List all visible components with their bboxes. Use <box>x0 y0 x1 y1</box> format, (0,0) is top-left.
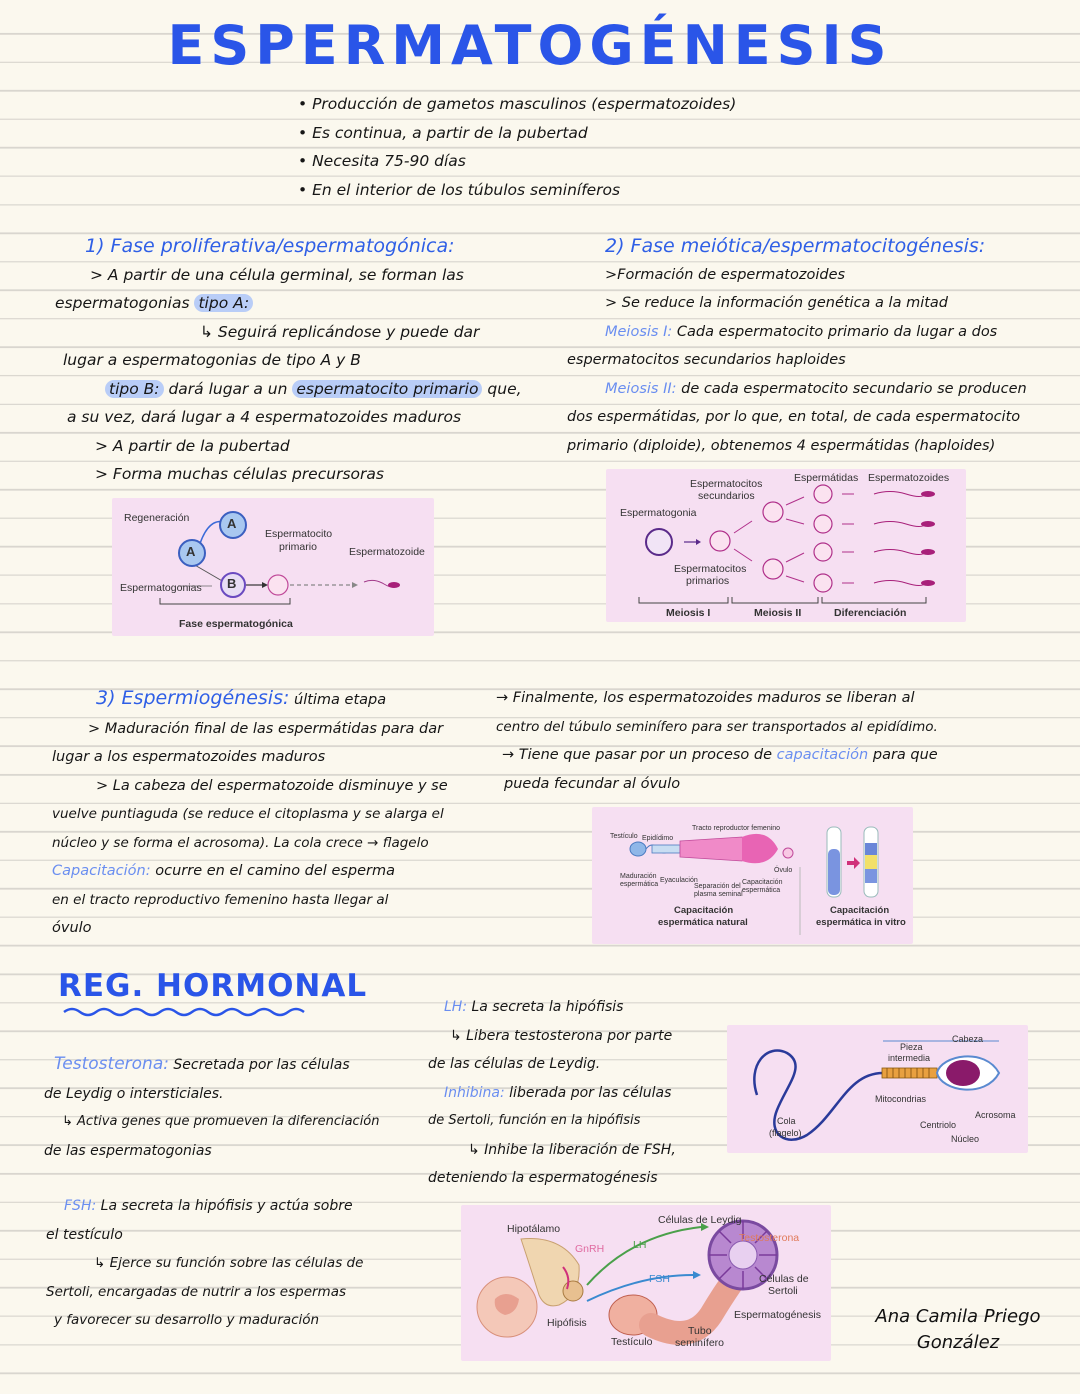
phase2-line: > Se reduce la información genética a la mitad <box>605 295 948 311</box>
testo-line: de Leydig o intersticiales. <box>44 1085 224 1102</box>
label-capac-esp: espermática <box>742 887 781 894</box>
label-secundarios: Espermatocitos <box>690 478 763 490</box>
phase3-title-note: última etapa <box>294 692 387 708</box>
fsh-line: ↳ Ejerce su función sobre las células de <box>94 1255 364 1271</box>
phase1-line: a su vez, dará lugar a 4 espermatozoides maduros <box>67 408 462 426</box>
author-signature <box>868 1304 1048 1356</box>
final-text: para que <box>872 747 938 763</box>
label-testiculo: Testículo <box>610 833 638 840</box>
label-vitro: espermática in vitro <box>816 917 906 928</box>
testo-text: Secretada por las células <box>173 1057 350 1073</box>
final-line: centro del túbulo seminífero para ser transportados al epidídimo. <box>496 718 938 735</box>
phase3-line: óvulo <box>52 920 92 936</box>
label-meiosis2: Meiosis II <box>754 607 802 619</box>
phase3-section <box>52 684 482 943</box>
meiosis1-label: Meiosis I: <box>605 323 673 340</box>
inh-text: liberada por las células <box>509 1084 672 1101</box>
diagram-meiotica-art <box>606 469 966 622</box>
label-hipotalamo: Hipotálamo <box>507 1223 561 1235</box>
phase2-line: dos espermátidas, por lo que, en total, de cada espermatocito <box>567 409 1021 425</box>
testosterona-label: Testosterona: <box>54 1054 169 1074</box>
label-b: B <box>227 576 237 591</box>
phase2-text: de cada espermatocito secundario se producen <box>681 380 1027 397</box>
phase1-text: espermatogonias <box>55 294 190 312</box>
phase3-line <box>52 857 482 886</box>
phase1-line: lugar a espermatogonias de tipo A y B <box>63 351 361 369</box>
fsh-label: FSH: <box>64 1198 97 1214</box>
phase3-text: ocurre en el camino del esperma <box>155 863 396 879</box>
label-maduracion: Maduración <box>620 873 657 880</box>
label-leydig: Células de Leydig <box>658 1214 742 1226</box>
inhibina-label: Inhibina: <box>444 1084 505 1101</box>
label-primario: primario <box>279 541 317 553</box>
tipo-b-highlight: tipo B: <box>105 380 164 398</box>
phase1-text: que, <box>487 379 522 398</box>
label-tubo: Tubo <box>688 1325 712 1337</box>
phase3-line: en el tracto reproductivo femenino hasta llegar al <box>52 891 389 908</box>
fsh-line: Sertoli, encargadas de nutrir a los espermas <box>46 1283 347 1300</box>
label-centriolo: Centriolo <box>920 1120 957 1130</box>
author-line: Ana Camila Priego <box>875 1306 1041 1327</box>
label-separacion: Separación del <box>694 883 741 890</box>
capacitacion-link-text: capacitación <box>776 747 869 763</box>
phase1-line: ↳ Seguirá replicándose y puede dar <box>200 322 480 341</box>
label-natural: Capacitación <box>674 905 734 916</box>
tipo-a-highlight: tipo A: <box>194 294 253 312</box>
phase3-line: vuelve puntiaguda (se reduce el citoplasma y se alarga el <box>52 806 444 822</box>
fsh-line: y favorecer su desarrollo y maduración <box>54 1312 320 1328</box>
final-line <box>496 741 1056 770</box>
phase2-line: primario (diploide), obtenemos 4 espermátidas (haploides) <box>567 437 996 454</box>
label-hipofisis: Hipófisis <box>547 1317 587 1329</box>
testo-line: de las espermatogonias <box>44 1142 212 1159</box>
label-espermatogenesis: Espermatogénesis <box>734 1309 821 1321</box>
phase1-line: > A partir de la pubertad <box>95 436 290 455</box>
phase2-line: espermatocitos secundarios haploides <box>567 352 846 368</box>
label-nucleo: Núcleo <box>951 1134 980 1144</box>
lh-text: La secreta la hipófisis <box>471 999 624 1015</box>
label-sertoli: Células de <box>759 1273 809 1285</box>
label-cola: Cola <box>777 1116 796 1126</box>
diagram-capacitacion <box>592 807 913 944</box>
testosterona-section <box>44 1050 424 1165</box>
phase1-section <box>55 232 525 489</box>
label-meiosis1: Meiosis I <box>666 607 711 619</box>
inh-line <box>428 1079 718 1108</box>
phase3-title: 3) Espermiogénesis: <box>96 687 290 709</box>
label-primarios: Espermatocitos <box>674 563 747 575</box>
fsh-text: La secreta la hipófisis y actúa sobre <box>100 1198 353 1214</box>
diagram-meiotica <box>606 469 966 622</box>
hormonal-title: REG. HORMONAL <box>58 968 368 1004</box>
author-line: González <box>916 1332 1000 1353</box>
label-fase: Fase espermatogónica <box>179 618 293 630</box>
label-espermatogonias: Espermatogonias <box>120 582 202 594</box>
label-espermatidas: Espermátidas <box>794 472 859 484</box>
title-underline <box>62 1004 312 1018</box>
final-text: → Tiene que pasar por un proceso de <box>502 747 773 763</box>
label-separacion: plasma seminal <box>694 891 743 898</box>
intro-item: • Es continua, a partir de la pubertad <box>298 119 798 148</box>
phase2-text: Cada espermatocito primario da lugar a dos <box>676 323 998 340</box>
phase1-line: > Forma muchas células precursoras <box>95 465 384 483</box>
label-espermatocito: Espermatocito <box>265 528 333 540</box>
label-ovulo: Óvulo <box>774 867 793 874</box>
phase3-line: > La cabeza del espermatozoide disminuye y se <box>96 777 448 794</box>
label-acrosoma: Acrosoma <box>975 1110 1016 1120</box>
label-sertoli: Sertoli <box>768 1285 798 1297</box>
fsh-line <box>46 1192 446 1221</box>
intro-item: • Producción de gametos masculinos (espermatozoides) <box>298 90 798 119</box>
phase2-line <box>567 375 1047 404</box>
fsh-section <box>46 1192 446 1335</box>
final-section <box>496 684 1056 798</box>
label-maduracion: espermática <box>620 881 659 888</box>
phase2-title: 2) Fase meiótica/espermatocitogénesis: <box>605 235 986 257</box>
diagram-espermatogonica <box>112 498 434 636</box>
label-pieza: intermedia <box>888 1053 931 1063</box>
phase3-line: > Maduración final de las espermátidas para dar <box>88 720 444 737</box>
phase3-line: lugar a los espermatozoides maduros <box>52 749 326 765</box>
espermatocito-highlight: espermatocito primario <box>292 380 482 398</box>
label-espermatozoides: Espermatozoides <box>868 472 950 484</box>
label-fsh: FSH <box>649 1273 670 1285</box>
label-lh: LH <box>633 1239 647 1251</box>
phase1-title: 1) Fase proliferativa/espermatogónica: <box>85 235 455 257</box>
phase3-line: núcleo y se forma el acrosoma). La cola crece → flagelo <box>52 834 429 851</box>
label-diferenciacion: Diferenciación <box>834 607 907 619</box>
diagram-espermatozoide <box>727 1025 1028 1153</box>
page-title: ESPERMATOGÉNESIS <box>167 14 893 77</box>
inh-line: de Sertoli, función en la hipófisis <box>428 1113 641 1128</box>
phase2-section <box>567 232 1047 460</box>
label-capac-esp: Capacitación <box>742 879 783 886</box>
label-tubo: seminífero <box>675 1337 725 1349</box>
meiosis2-label: Meiosis II: <box>605 380 677 397</box>
phase2-line: >Formación de espermatozoides <box>605 266 846 283</box>
lh-inhibina-section <box>428 993 718 1193</box>
label-a-top: A <box>227 516 237 531</box>
intro-list <box>298 90 798 204</box>
label-vitro: Capacitación <box>830 905 890 916</box>
label-regeneracion: Regeneración <box>124 512 190 524</box>
label-secundarios: secundarios <box>698 490 755 502</box>
label-tracto: Tracto reproductor femenino <box>692 825 781 832</box>
phase1-line <box>55 289 525 318</box>
fsh-line: el testículo <box>46 1226 123 1243</box>
final-line: → Finalmente, los espermatozoides maduros se liberan al <box>496 690 915 706</box>
label-mitocondrias: Mitocondrias <box>875 1094 927 1104</box>
label-epididimo: Epidídimo <box>642 835 674 842</box>
label-espermatogonia: Espermatogonia <box>620 507 697 519</box>
phase3-title-line <box>52 684 482 715</box>
inh-line: ↳ Inhibe la liberación de FSH, <box>468 1141 676 1158</box>
intro-item: • En el interior de los túbulos seminíferos <box>298 176 798 205</box>
phase1-line: > A partir de una célula germinal, se forman las <box>90 265 464 284</box>
label-cola: (flagelo) <box>769 1128 802 1138</box>
capacitacion-label: Capacitación: <box>52 863 151 879</box>
label-espermatozoide: Espermatozoide <box>349 546 425 558</box>
label-natural: espermática natural <box>658 917 748 928</box>
phase1-text: dará lugar a un <box>168 379 288 398</box>
phase2-line <box>567 318 1047 347</box>
label-testiculo: Testículo <box>611 1336 653 1348</box>
intro-item: • Necesita 75-90 días <box>298 147 798 176</box>
label-gnrh: GnRH <box>575 1243 605 1255</box>
testo-line: ↳ Activa genes que promueven la diferenciación <box>62 1114 380 1129</box>
label-primarios: primarios <box>686 575 730 587</box>
testo-line <box>44 1050 424 1080</box>
diagram-eje-hormonal <box>461 1205 831 1361</box>
label-a: A <box>186 544 196 559</box>
final-line: pueda fecundar al óvulo <box>504 775 681 792</box>
label-cabeza: Cabeza <box>952 1034 984 1044</box>
inh-line: deteniendo la espermatogénesis <box>428 1170 658 1186</box>
lh-line <box>428 993 718 1022</box>
phase1-line <box>55 375 525 404</box>
label-pieza: Pieza <box>900 1042 923 1052</box>
lh-label: LH: <box>444 999 468 1015</box>
lh-line: de las células de Leydig. <box>428 1056 601 1072</box>
lh-line: ↳ Libera testosterona por parte <box>450 1027 673 1044</box>
label-eyaculacion: Eyaculación <box>660 877 698 884</box>
label-testosterona: Testosterona <box>739 1232 800 1244</box>
